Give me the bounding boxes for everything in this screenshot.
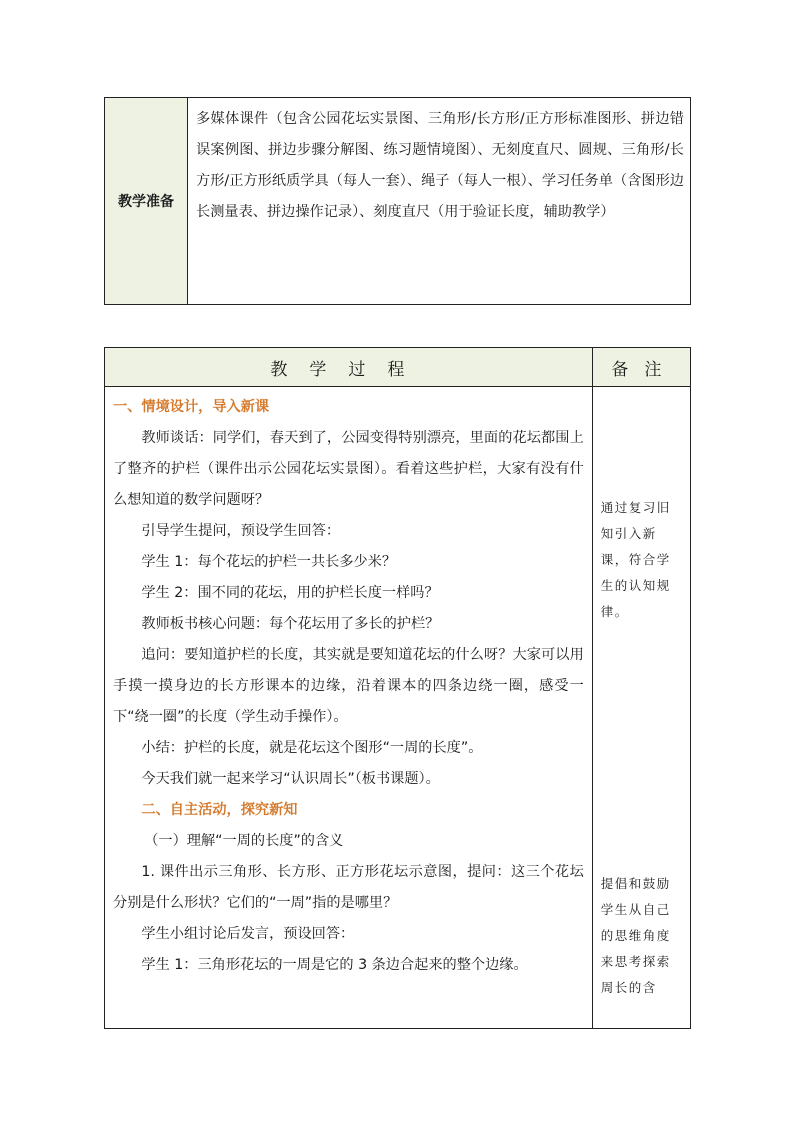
teaching-preparation-table	[104, 97, 691, 305]
paragraph: 学生 1：三角形花坛的一周是它的 3 条边合起来的整个边缘。	[141, 957, 528, 973]
process-body	[105, 387, 593, 1029]
paragraph: 引导学生提问，预设学生回答：	[141, 523, 341, 539]
section-title-2: 二、自主活动，探究新知	[141, 802, 298, 818]
notes-column	[592, 387, 690, 1029]
prep-label: 教学准备	[105, 98, 188, 305]
note-2: 提倡和鼓励学生从自己的思维角度来思考探索周长的含	[600, 876, 671, 995]
paragraph: 教师谈话：同学们，春天到了，公园变得特别漂亮，里面的花坛都围上了整齐的护栏（课件出示公园花坛实景图）。看着这些护栏，大家有没有什么想知道的数学问题呀？	[113, 430, 584, 508]
paragraph: 追问：要知道护栏的长度，其实就是要知道花坛的什么呀？大家可以用手摸一摸身边的长方形课本的边缘，沿着课本的四条边绕一圈，感受一下“绕一圈”的长度（学生动手操作）。	[113, 647, 584, 725]
paragraph: 学生 2：围不同的花坛，用的护栏长度一样吗？	[141, 585, 439, 601]
paragraph: 学生 1：每个花坛的护栏一共长多少米？	[141, 554, 397, 570]
subsection-title: （一）理解“一周的长度”的含义	[144, 833, 344, 849]
paragraph: 今天我们就一起来学习“认识周长”（板书课题）。	[141, 771, 440, 787]
paragraph: 小结：护栏的长度，就是花坛这个图形“一周的长度”。	[141, 740, 483, 756]
process-header: 教学过程	[105, 348, 593, 387]
prep-content: 多媒体课件（包含公园花坛实景图、三角形/长方形/正方形标准图形、拼边错误案例图、拼边步骤分解图、练习题情境图）、无刻度直尺、圆规、三角形/长方形/正方形纸质学具（每人一套）、绳子（每人一根）、学习任务单（含图形边长测量表、拼边操作记录）、刻度直尺（用于验证长度，辅助教学）	[188, 98, 691, 305]
paragraph: 1. 课件出示三角形、长方形、正方形花坛示意图，提问：这三个花坛分别是什么形状？它们的“一周”指的是哪里？	[113, 864, 584, 911]
notes-header: 备注	[592, 348, 690, 387]
paragraph: 教师板书核心问题：每个花坛用了多长的护栏？	[141, 616, 440, 632]
note-1: 通过复习旧知引入新课，符合学生的认知规律。	[600, 500, 671, 619]
section-title-1: 一、情境设计，导入新课	[113, 399, 270, 415]
paragraph: 学生小组讨论后发言，预设回答：	[141, 926, 355, 942]
teaching-process-table	[104, 347, 691, 1029]
